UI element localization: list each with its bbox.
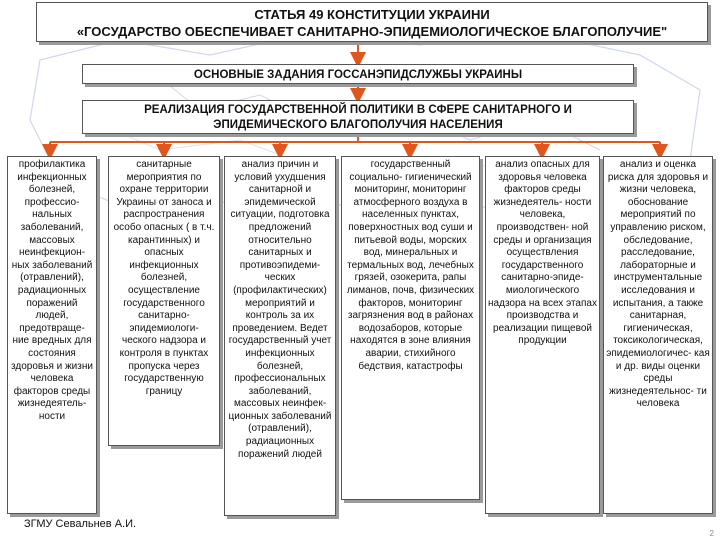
tasks-box [82, 64, 634, 84]
column-text: анализ и оценка риска для здоровья и жизни человека, обоснование мероприятий по управлению риском, обследование, расследование, лабораторные и инструментальные исследования и испытания, а также санитарная, гигиеническая, токсикологическая, эпидемиологичес- кая и др. виды оценки среды жизнедеятельнос- ти человека [606, 159, 710, 410]
page-number: 2 [709, 529, 714, 538]
column-text: санитарные мероприятия по охране территории Украины от заноса и распространения особо опасных ( в т.ч. карантинных) и опасных инфекционных болезней, осуществление государственного санитарно- эпидемиологи- ческого надзора и контроля в пунктах пропуска через государственную границу [113, 159, 215, 397]
implementation-line-2: ЭПИДЕМИЧЕСКОГО БЛАГОПОЛУЧИЯ НАСЕЛЕНИЯ [213, 119, 503, 131]
implementation-line-1: РЕАЛИЗАЦИЯ ГОСУДАРСТВЕННОЙ ПОЛИТИКИ В СФЕРЕ САНИТАРНОГО И [144, 104, 572, 116]
column-text: государственный социально- гигиенический мониторинг, мониторинг атмосферного воздуха в населенных пунктах, поверхностных вод суши и питьевой воды, морских вод, минеральных и термальных вод, лечебных грязей, озокерита, рапы лиманов, почв, физических факторов, мониторинг загрязнения вод в районах водозаборов, которые находятся в зоне влияния аварии, стихийного бедствия, катастрофы [346, 159, 475, 372]
tasks-label: ОСНОВНЫЕ ЗАДАНИЯ ГОССАНЭПИДСЛУЖБЫ УКРАИНЫ [193, 69, 523, 81]
column-sanitary-measures [108, 156, 220, 446]
implementation-box [82, 100, 634, 134]
column-hazard-analysis [485, 156, 600, 514]
column-text: анализ причин и условий ухудшения санитарной и эпидемической ситуации, подготовка предложений относительно санитарных и противоэпидеми- ческих (профилактических) мероприятий и контроль за их проведением. Ведет государственный учет инфекционных болезней, профессиональных заболеваний, массовых неинфек- ционных заболеваний (отравлений), радиационных поражений людей [228, 159, 332, 460]
column-analysis-causes [224, 156, 336, 516]
column-risk-assessment [603, 156, 713, 514]
column-text: профилактика инфекционных болезней, профессио- нальных заболеваний, массовых неинфекцион- ных заболеваний (отравлений), радиационных поражений людей, предотвраще- ние вредных для состояния здоровья и жизни человека факторов среды жизнедеятель- ности [11, 159, 93, 422]
column-prevention [7, 156, 97, 514]
title-line-1: СТАТЬЯ 49 КОНСТИТУЦИИ УКРАИНИ [254, 7, 490, 22]
footer-author: ЗГМУ Севальнев А.И. [24, 518, 137, 530]
title-box [36, 2, 708, 42]
column-text: анализ опасных для здоровья человека факторов среды жизнедеятель- ности человека, производствен- ной среды и организация осуществления государственного санитарно-эпиде- миологического надзора на всех этапах производства и реализации пищевой продукции [488, 159, 597, 347]
title-line-2: «ГОСУДАРСТВО ОБЕСПЕЧИВАЕТ САНИТАРНО-ЭПИДЕМИОЛОГИЧЕСКОЕ БЛАГОПОЛУЧИЕ" [76, 24, 668, 39]
column-monitoring [341, 156, 480, 500]
